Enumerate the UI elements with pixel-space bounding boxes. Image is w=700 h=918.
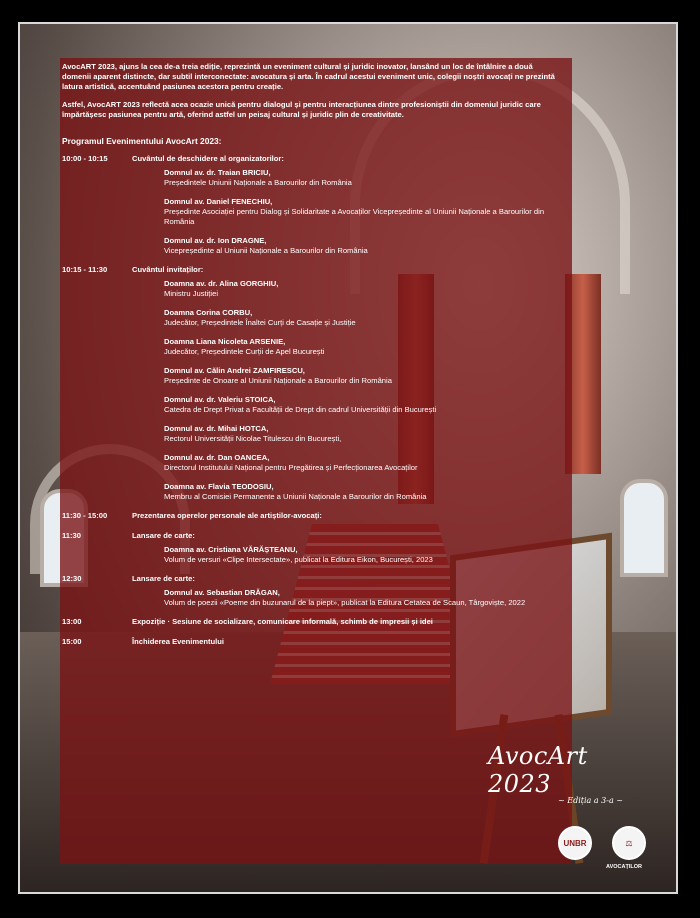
speaker-name: Doamna Corina CORBU, [164,308,253,317]
session-time: 13:00 [62,617,82,626]
speaker-role: Membru al Comisiei Permanente a Uniunii Naționale a Barourilor din România [164,492,427,501]
speaker-entry [164,395,562,415]
session-row [62,617,562,627]
session-row [62,574,562,584]
speaker-role: Volum de versuri «Clipe Intersectate», publicat la Editura Eikon, București, 2023 [164,555,433,564]
background-window [620,479,668,577]
intro-paragraph-2: Astfel, AvocART 2023 reflectă acea ocazie unică pentru dialogul și pentru interacțiunea dintre profesioniștii din domeniul juridic care împărtășesc pasiunea pentru artă, oferind astfel un peisaj cultural și juridic plin de creativitate. [62,100,541,119]
speaker-entry [164,453,562,473]
intro-paragraph-1: AvocART 2023, ajuns la cea de-a treia ediție, reprezintă un eveniment cultural și juridic inovator, lansând un loc de întâlnire a două domenii aparent distincte, dar subtil interconectate: avocatura și arta. În cadrul acestui eveniment unic, colegii noștri avocați ne prezintă latura artistică, accentuând pasiunea acestora pentru creație. [62,62,555,91]
speaker-entry [164,424,562,444]
speaker-entry [164,197,562,227]
speaker-entry [164,366,562,386]
speaker-name: Doamna av. dr. Alina GORGHIU, [164,279,279,288]
session-time: 10:15 - 11:30 [62,265,108,274]
speaker-role: Președinte Asociației pentru Dialog și Solidaritate a Avocaților Vicepreședinte al Uniunii Naționale a Barourilor din România [164,207,545,226]
speaker-role: Catedra de Drept Privat a Facultății de Drept din cadrul Universității din București [164,405,437,414]
speaker-role: Volum de poezii «Poeme din buzunarul de la piept», publicat la Editura Cetatea de Scaun, Târgoviște, 2022 [164,598,526,607]
session-row [62,511,562,521]
unbr-seal-text: UNBR [563,838,587,848]
speaker-entry [164,279,562,299]
program-content [62,62,562,657]
speaker-name: Doamna Liana Nicoleta ARSENIE, [164,337,286,346]
speaker-name: Domnul av. dr. Mihai HOTCA, [164,424,269,433]
session-time: 12:30 [62,574,82,583]
session-title: Prezentarea operelor personale ale artiștilor-avocați: [132,511,322,520]
session-title: Lansare de carte: [132,574,195,583]
speaker-name: Domnul av. dr. Valeriu STOICA, [164,395,276,404]
speaker-name: Domnul av. Daniel FENECHIU, [164,197,273,206]
speaker-role: Rectorul Universității Nicolae Titulescu din București, [164,434,342,443]
speaker-role: Ministru Justiției [164,289,219,298]
session-list [62,154,562,647]
association-seal-icon: ⚖ [612,826,646,860]
session-title: Închiderea Evenimentului [132,637,224,646]
session-time: 10:00 - 10:15 [62,154,108,163]
speaker-role: Directorul Institutului Național pentru Pregătirea și Perfecționarea Avocaților [164,463,418,472]
speaker-role: Președinte de Onoare al Uniunii Naționale a Barourilor din România [164,376,392,385]
session-time: 11:30 [62,531,82,540]
speaker-entry [164,236,562,256]
speaker-name: Domnul av. Călin Andrei ZAMFIRESCU, [164,366,305,375]
speaker-name: Domnul av. Sebastian DRĂGAN, [164,588,280,597]
speaker-role: Judecător, Președintele Curții de Apel București [164,347,325,356]
session-row [62,531,562,541]
association-caption: AVOCAȚILOR [606,864,642,870]
logo-title: AvocArt 2023 [488,742,588,798]
speaker-name: Domnul av. dr. Traian BRICIU, [164,168,271,177]
session-row [62,637,562,647]
session-title: Expoziție · Sesiune de socializare, comunicare informală, schimb de impresii și idei [132,617,433,626]
session-title: Lansare de carte: [132,531,195,540]
session-title: Cuvântul invitaților: [132,265,204,274]
program-title: Programul Evenimentului AvocArt 2023: [62,136,222,146]
session-row [62,154,562,164]
logo-edition: ~ Ediția a 3-a ~ [558,796,623,805]
speaker-name: Domnul av. dr. Dan OANCEA, [164,453,270,462]
speaker-role: Președintele Uniunii Naționale a Barourilor din România [164,178,352,187]
speaker-entry [164,482,562,502]
speaker-entry [164,308,562,328]
speaker-name: Doamna av. Flavia TEODOSIU, [164,482,274,491]
session-row [62,265,562,275]
speaker-name: Domnul av. dr. Ion DRAGNE, [164,236,267,245]
session-time: 15:00 [62,637,82,646]
session-time: 11:30 - 15:00 [62,511,108,520]
speaker-role: Judecător, Președintele Înaltei Curți de Casație și Justiție [164,318,356,327]
speaker-role: Vicepreședinte al Uniunii Naționale a Barourilor din România [164,246,368,255]
session-title: Cuvântul de deschidere al organizatorilor: [132,154,284,163]
avocart-logo [488,742,648,805]
speaker-name: Doamna av. Cristiana VĂRĂȘTEANU, [164,545,298,554]
unbr-seal-icon [558,826,592,860]
speaker-entry [164,168,562,188]
speaker-entry [164,545,562,565]
speaker-entry [164,588,562,608]
speaker-entry [164,337,562,357]
